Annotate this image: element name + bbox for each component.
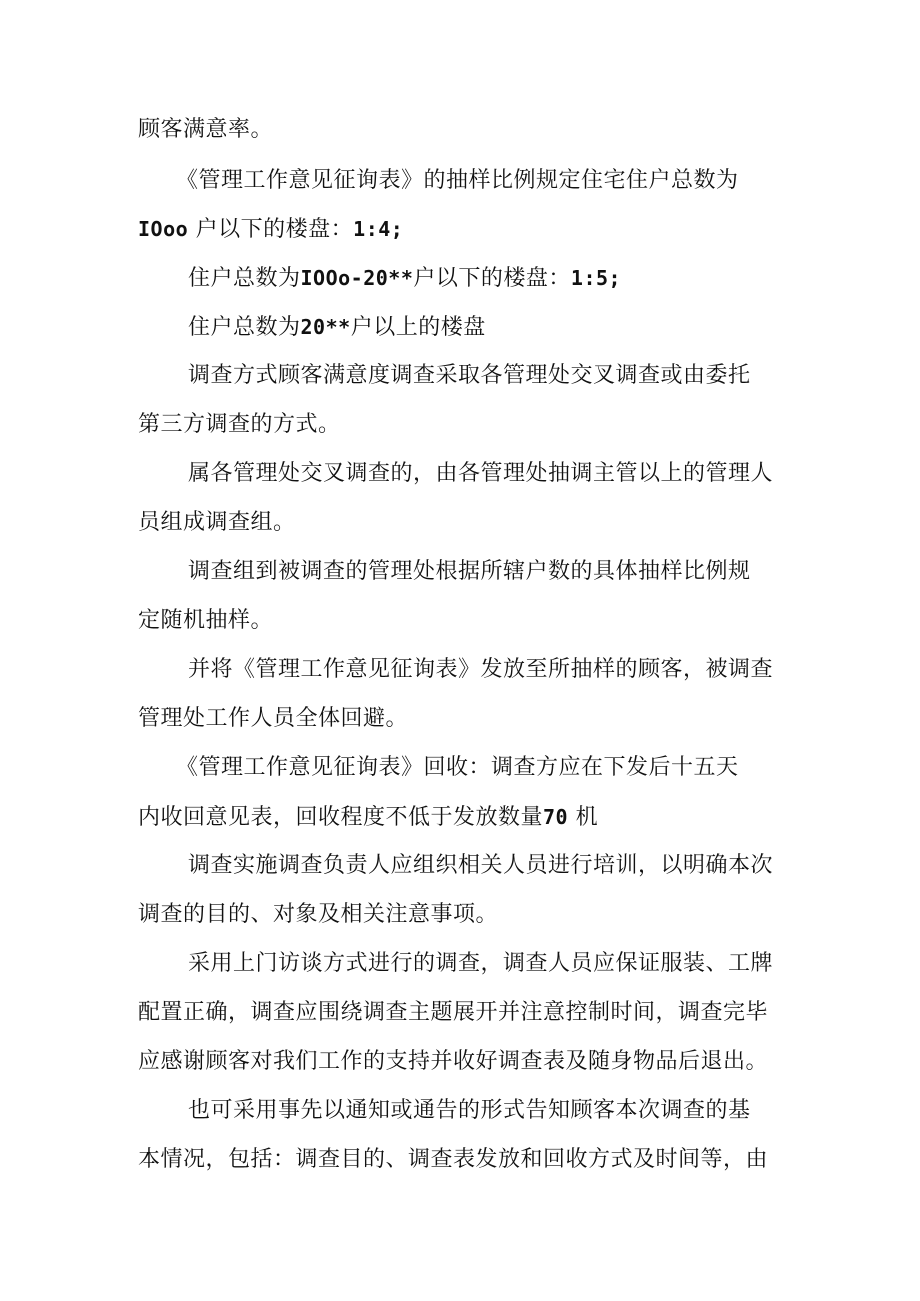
text-line-8 [188,459,773,489]
text-line-15 [138,802,598,833]
text-line-16 [188,851,773,881]
text-line-21 [188,1096,751,1126]
text-line-15-content: 内收回意见表，回收程度不低于发放数量 [138,805,544,830]
text-line-16-content: 调查实施调查负责人应组织相关人员进行培训，以明确本次 [188,853,774,878]
text-line-22-content: 本情况，包括：调查目的、调查表发放和回收方式及时间等，由 [138,1147,769,1172]
text-line-17 [138,900,498,930]
text-line-4-suffix: 1:5; [570,266,622,290]
text-line-3-content: 户以下的楼盘： [188,217,354,242]
text-line-12 [188,655,773,685]
text-line-9 [138,508,296,538]
text-line-6-content: 调查方式顾客满意度调查采取各管理处交叉调查或由委托 [188,363,751,388]
text-line-5-content: 住户总数为 [188,315,301,340]
text-line-4-mid: IOOo-20** [300,266,414,290]
text-line-4-content-2: 户以下的楼盘： [413,266,571,291]
text-line-4-content: 住户总数为 [188,266,301,291]
text-line-3-suffix: 1:4; [353,217,404,241]
text-line-13-content: 管理处工作人员全体回避。 [138,706,409,731]
text-line-13 [138,704,408,734]
text-line-10 [188,557,751,587]
text-line-3 [138,214,403,245]
text-line-12-content: 并将《管理工作意见征询表》发放至所抽样的顾客，被调查 [188,657,774,682]
text-line-5-mid: 20** [300,315,351,339]
text-line-8-content: 属各管理处交叉调查的，由各管理处抽调主管以上的管理人 [188,461,774,486]
text-line-2 [176,166,739,196]
text-line-3-prefix: IOoo [138,217,189,241]
text-line-11-content: 定随机抽样。 [138,608,274,633]
text-line-18 [188,949,773,979]
text-line-1-content: 顾客满意率。 [138,117,274,142]
text-line-14-content: 《管理工作意见征询表》回收：调查方应在下发后十五天 [176,755,739,780]
text-line-18-content: 采用上门访谈方式进行的调查，调查人员应保证服装、工牌 [188,951,774,976]
text-line-20-content: 应感谢顾客对我们工作的支持并收好调查表及随身物品后退出。 [138,1049,769,1074]
text-line-15-content-2: 机 [568,805,599,830]
text-line-10-content: 调查组到被调查的管理处根据所辖户数的具体抽样比例规 [188,559,751,584]
text-line-14 [176,753,739,783]
text-line-7-content: 第三方调查的方式。 [138,412,341,437]
text-line-17-content: 调查的目的、对象及相关注意事项。 [138,902,499,927]
text-line-6 [188,361,751,391]
text-line-9-content: 员组成调查组。 [138,510,296,535]
text-line-11 [138,606,273,636]
text-line-15-mid: 70 [543,805,569,829]
text-line-1 [138,115,273,145]
text-line-2-content: 《管理工作意见征询表》的抽样比例规定住宅住户总数为 [176,168,739,193]
text-line-5 [188,312,486,343]
text-line-7 [138,410,341,440]
text-line-19-content: 配置正确，调查应围绕调查主题展开并注意控制时间，调查完毕 [138,1000,769,1025]
text-line-4 [188,263,621,294]
text-line-5-content-2: 户以上的楼盘 [350,315,486,340]
text-line-21-content: 也可采用事先以通知或通告的形式告知顾客本次调查的基 [188,1098,751,1123]
text-line-19 [138,998,768,1028]
text-line-20 [138,1047,768,1077]
text-line-22 [138,1145,768,1175]
